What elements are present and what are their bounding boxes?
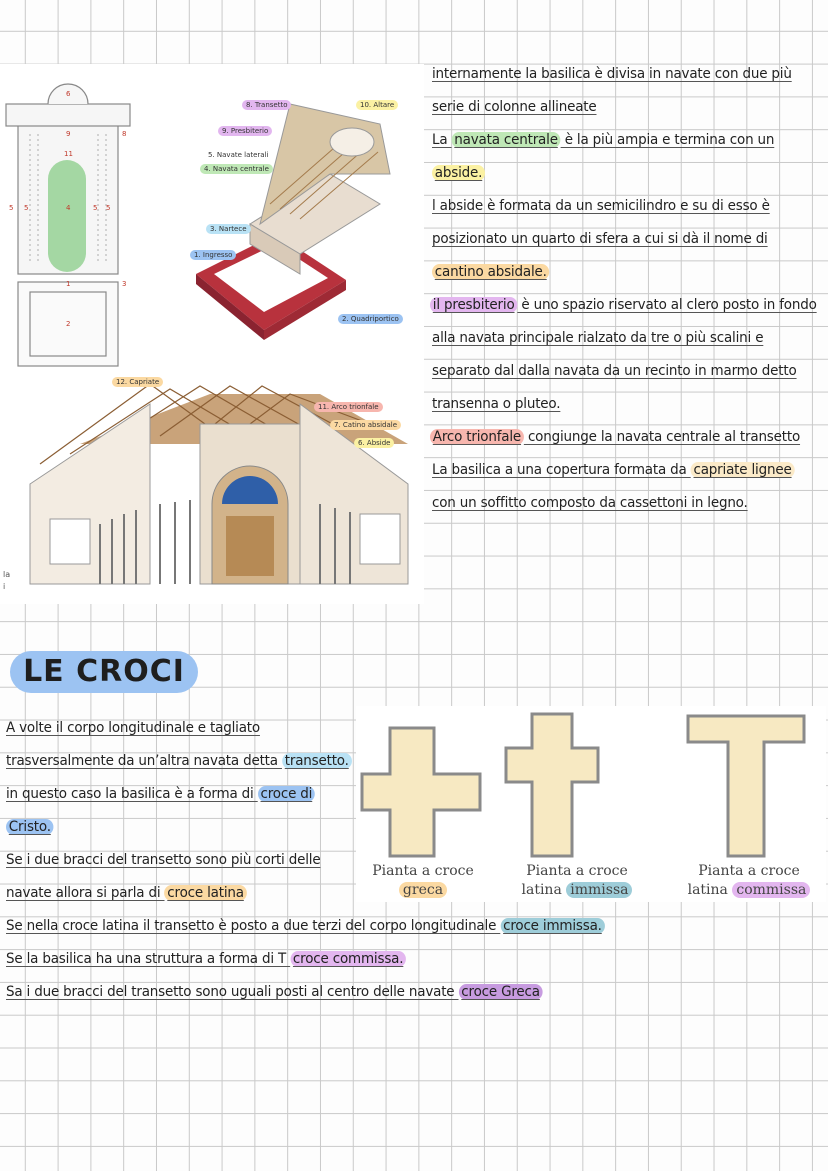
highlight-cristo: Cristo. (6, 819, 54, 835)
plan-num: 5 (93, 204, 98, 212)
caption-commissa (674, 862, 824, 900)
croci-line: A volte il corpo longitudinale e tagliato (6, 720, 260, 736)
plan-num: 5 (24, 204, 29, 212)
croci-line (6, 751, 352, 771)
highlight-cantino-absidale: cantino absidale. (432, 264, 550, 280)
note-line: serie di colonne allineate (432, 99, 597, 115)
section-title: LE CROCI (10, 651, 198, 693)
highlight-croce-immissa: croce immissa. (500, 918, 604, 934)
plan-num: 8 (122, 130, 127, 138)
highlight-croce-greca: croce Greca (459, 984, 543, 1000)
note-line (432, 262, 550, 282)
croci-line (6, 817, 54, 837)
note-line (432, 130, 774, 150)
latin-cross-immissa-shape (506, 714, 598, 856)
caption-greca (360, 862, 486, 900)
interior-view (30, 384, 408, 584)
caption-immissa (502, 862, 652, 900)
greek-cross-shape (362, 728, 480, 856)
label-navate-laterali: 5. Navate laterali (204, 150, 272, 160)
note-line: l abside è formata da un semicilindro e su di esso è (432, 198, 770, 214)
highlight-presbiterio: il presbiterio (430, 297, 517, 313)
label-ingresso: 1. Ingresso (190, 250, 236, 260)
plan-num: 3 (122, 280, 127, 288)
plan-num: 2 (66, 320, 71, 328)
caption-line: Pianta a croce (698, 863, 800, 879)
highlight-croce-latina: croce latina (165, 885, 247, 901)
plan-num: 4 (66, 204, 71, 212)
side-fragment: la (3, 570, 11, 579)
text: La basilica a una copertura formata da (432, 462, 691, 478)
plan-num: 11 (64, 150, 73, 158)
note-line: separato dal dalla navata da un recinto in marmo detto (432, 363, 797, 379)
isometric-basilica (196, 104, 390, 340)
caption-line: Pianta a croce (526, 863, 628, 879)
label-arco-trionfale: 11. Arco trionfale (314, 402, 383, 412)
text: Se la basilica ha una struttura a forma di T (6, 951, 291, 967)
label-catino-absidale: 7. Catino absidale (330, 420, 401, 430)
highlight-arco-trionfale: Arco trionfale (430, 429, 524, 445)
croci-line (6, 883, 247, 903)
text: latina (687, 882, 733, 898)
highlight-capriate-lignee: capriate lignee (691, 462, 795, 478)
label-nartece: 3. Nartece (206, 224, 251, 234)
plan-num: 5 (106, 204, 111, 212)
highlight-navata-centrale: navata centrale (452, 132, 561, 148)
crosses-figure (356, 706, 826, 902)
highlight-croce-commissa: croce commissa. (290, 951, 406, 967)
text: Sa i due bracci del transetto sono uguali posti al centro delle navate (6, 984, 459, 1000)
label-navata-centrale: 4. Navata centrale (200, 164, 273, 174)
note-line (430, 427, 800, 447)
label-abside: 6. Abside (354, 438, 394, 448)
label-quadriportico: 2. Quadriportico (338, 314, 403, 324)
label-altare: 10. Altare (356, 100, 398, 110)
croci-line (6, 982, 543, 1002)
text: navate allora si parla di (6, 885, 165, 901)
croci-line (6, 916, 605, 936)
text: è la più ampia e termina con un (560, 132, 775, 148)
highlight-immissa: immissa (566, 882, 632, 898)
side-fragment: i (3, 582, 6, 591)
text: La (432, 132, 452, 148)
text: è uno spazio riservato al clero posto in fondo (517, 297, 817, 313)
basilica-figure (0, 64, 424, 604)
note-line (432, 460, 794, 480)
note-line: con un soffitto composto da cassettoni in legno. (432, 495, 748, 511)
highlight-transetto: transetto. (282, 753, 352, 769)
basilica-illustration (0, 64, 424, 604)
highlight-abside: abside. (432, 165, 485, 181)
note-line (430, 295, 817, 315)
text: Se nella croce latina il transetto è posto a due terzi del corpo longitudinale (6, 918, 501, 934)
text: trasversalmente da un’altra navata detta (6, 753, 282, 769)
croci-line: Se i due bracci del transetto sono più corti delle (6, 852, 321, 868)
plan-num: 6 (66, 90, 71, 98)
text: congiunge la navata centrale al transetto (523, 429, 801, 445)
label-transetto: 8. Transetto (242, 100, 291, 110)
caption-line (674, 881, 824, 900)
latin-cross-commissa-shape (688, 716, 804, 856)
text: latina (521, 882, 567, 898)
highlight-commissa: commissa (732, 882, 810, 898)
note-line (432, 163, 485, 183)
note-line: internamente la basilica è divisa in navate con due più (432, 66, 792, 82)
highlight-croce-di-cristo: croce di (258, 786, 315, 802)
label-capriate: 12. Capriate (112, 377, 163, 387)
plan-num: 9 (66, 130, 71, 138)
note-line: posizionato un quarto di sfera a cui si dà il nome di (432, 231, 768, 247)
note-line: alla navata principale rialzato da tre o più scalini e (432, 330, 764, 346)
plan-nave-highlight (48, 160, 86, 272)
note-line: transenna o pluteo. (432, 396, 561, 412)
label-presbiterio: 9. Presbiterio (218, 126, 272, 136)
plan-num: 5 (9, 204, 14, 212)
caption-line (360, 881, 486, 900)
caption-line: Pianta a croce (372, 863, 474, 879)
caption-line (502, 881, 652, 900)
highlight-greca: greca (399, 882, 447, 898)
croci-line (6, 949, 406, 969)
plan-num: 1 (66, 280, 71, 288)
text: in questo caso la basilica è a forma di (6, 786, 258, 802)
croci-line (6, 784, 315, 804)
